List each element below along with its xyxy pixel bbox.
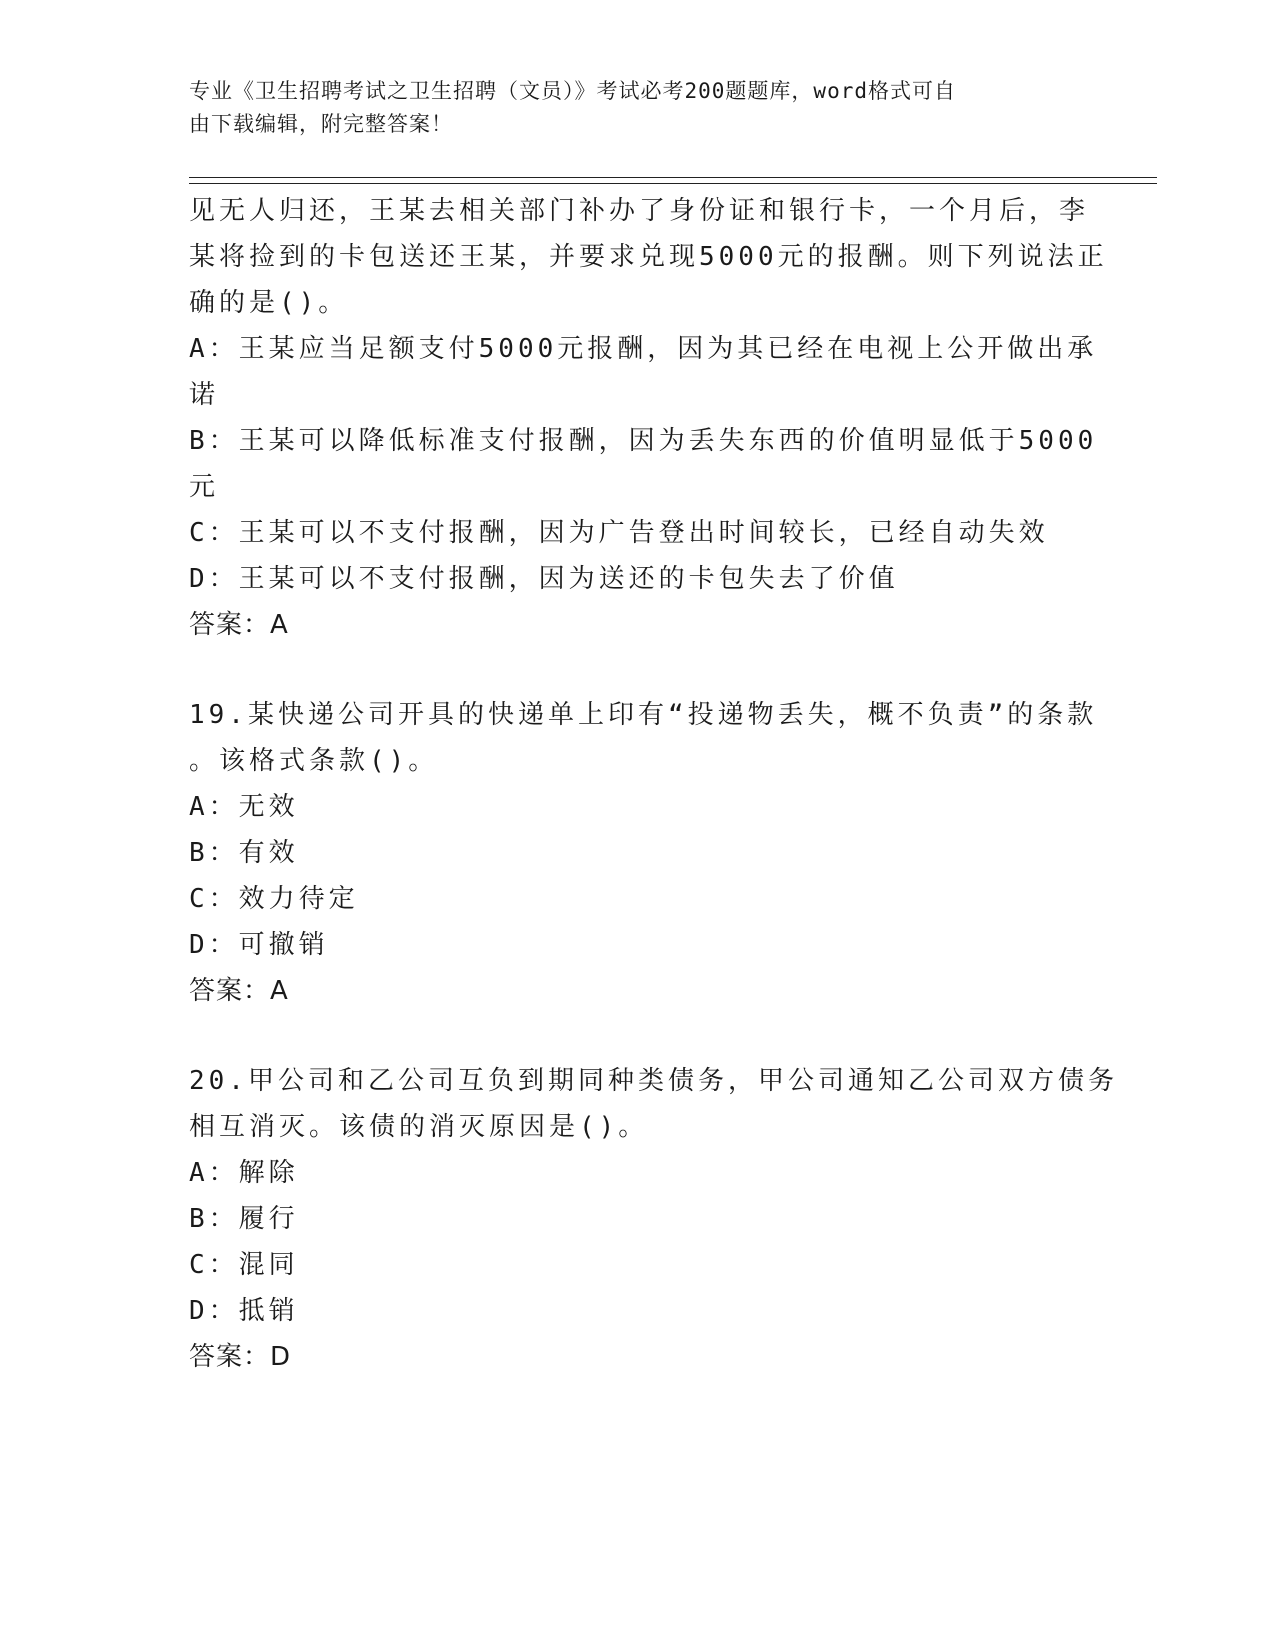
question-stem-line: 见无人归还，王某去相关部门补办了身份证和银行卡，一个月后，李: [189, 196, 1090, 226]
option-a: A：无效: [189, 792, 299, 822]
option-d: D：抵销: [189, 1296, 299, 1326]
option-b: [189, 418, 1098, 510]
question-spacer: [189, 1014, 1089, 1058]
option-line: 元: [189, 472, 220, 502]
option-line: 诺: [189, 380, 220, 410]
question-stem-line: 相互消灭。该债的消灭原因是()。: [189, 1112, 649, 1142]
answer-line: 答案：D: [189, 1342, 292, 1372]
answer-line: 答案：A: [189, 976, 289, 1006]
question-stem-line: 确的是()。: [189, 288, 349, 318]
question-20: [189, 1058, 1118, 1380]
question-list: [189, 188, 1118, 1380]
option-a: [189, 326, 1098, 418]
question-19: [189, 692, 1098, 1014]
question-stem-line: 20.甲公司和乙公司互负到期同种类债务，甲公司通知乙公司双方债务: [189, 1066, 1118, 1096]
document-header: [189, 75, 1089, 141]
option-b: B：有效: [189, 838, 299, 868]
option-c: C：王某可以不支付报酬，因为广告登出时间较长，已经自动失效: [189, 518, 1049, 548]
option-a: A：解除: [189, 1158, 299, 1188]
header-line: 由下载编辑，附完整答案！: [189, 112, 453, 136]
option-line: A：王某应当足额支付5000元报酬，因为其已经在电视上公开做出承: [189, 334, 1098, 364]
option-c: C：混同: [189, 1250, 299, 1280]
question-stem-line: 19.某快递公司开具的快递单上印有“投递物丢失，概不负责”的条款: [189, 700, 1098, 730]
option-d: D：王某可以不支付报酬，因为送还的卡包失去了价值: [189, 564, 899, 594]
answer-line: 答案：A: [189, 610, 289, 640]
header-divider-bottom: [189, 183, 1157, 184]
question-stem-line: 某将捡到的卡包送还王某，并要求兑现5000元的报酬。则下列说法正: [189, 242, 1108, 272]
option-d: D：可撤销: [189, 930, 329, 960]
header-line: 专业《卫生招聘考试之卫生招聘（文员）》考试必考200题题库，word格式可自: [189, 79, 956, 103]
question-spacer: [189, 648, 1089, 692]
option-c: C：效力待定: [189, 884, 359, 914]
question-stem-line: 。该格式条款()。: [189, 746, 439, 776]
header-divider-top: [189, 177, 1157, 178]
question-18: [189, 188, 1108, 648]
option-b: B：履行: [189, 1204, 299, 1234]
option-line: B：王某可以降低标准支付报酬，因为丢失东西的价值明显低于5000: [189, 426, 1098, 456]
